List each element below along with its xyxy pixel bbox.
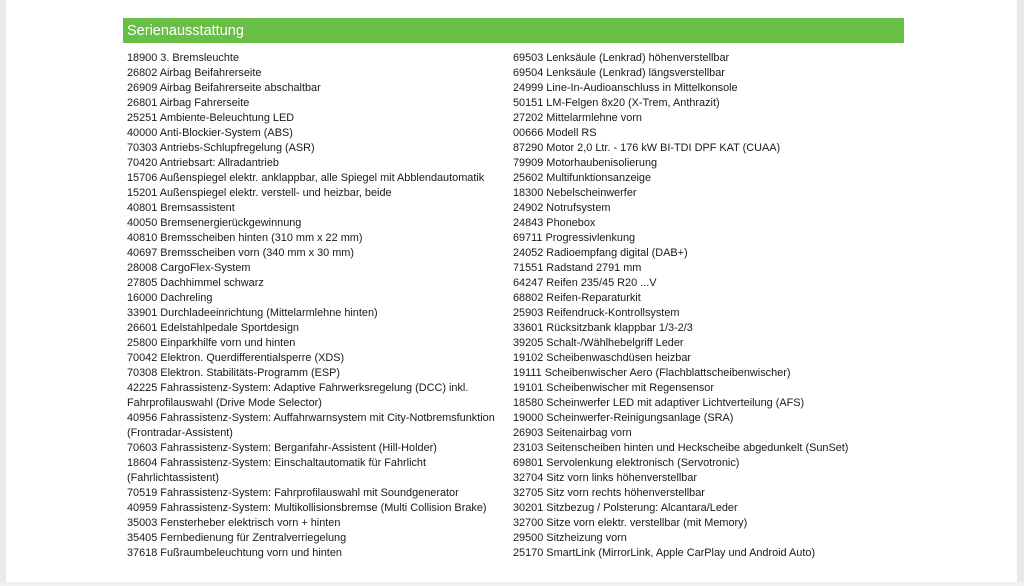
equipment-item: 69801 Servolenkung elektronisch (Servotronic) xyxy=(513,457,740,469)
equipment-item: 64247 Reifen 235/45 R20 ...V xyxy=(513,277,657,289)
equipment-item: 19000 Scheinwerfer-Reinigungsanlage (SRA) xyxy=(513,412,734,424)
equipment-item: 68802 Reifen-Reparaturkit xyxy=(513,292,641,304)
equipment-item: 27202 Mittelarmlehne vorn xyxy=(513,112,642,124)
equipment-item: 18604 Fahrassistenz-System: Einschaltautomatik für Fahrlicht xyxy=(127,457,427,469)
equipment-item: 19111 Scheibenwischer Aero (Flachblattscheibenwischer) xyxy=(513,367,791,379)
equipment-item: 70042 Elektron. Querdifferentialsperre (XDS) xyxy=(127,352,345,364)
equipment-item: 19102 Scheibenwaschdüsen heizbar xyxy=(513,352,692,364)
equipment-item: 33601 Rücksitzbank klappbar 1/3-2/3 xyxy=(513,322,693,334)
equipment-item: 79909 Motorhaubenisolierung xyxy=(513,157,658,169)
equipment-list-left xyxy=(127,51,512,561)
equipment-item: 24843 Phonebox xyxy=(513,217,596,229)
equipment-item: 18580 Scheinwerfer LED mit adaptiver Lichtverteilung (AFS) xyxy=(513,397,805,409)
equipment-item: 25800 Einparkhilfe vorn und hinten xyxy=(127,337,296,349)
equipment-item: 16000 Dachreling xyxy=(127,292,213,304)
equipment-item: 42225 Fahrassistenz-System: Adaptive Fahrwerksregelung (DCC) inkl. xyxy=(127,382,469,394)
equipment-item: 25170 SmartLink (MirrorLink, Apple CarPlay und Android Auto) xyxy=(513,547,816,559)
equipment-item: 32705 Sitz vorn rechts höhenverstellbar xyxy=(513,487,705,499)
equipment-item: 87290 Motor 2,0 Ltr. - 176 kW BI-TDI DPF KAT (CUAA) xyxy=(513,142,781,154)
equipment-item: 71551 Radstand 2791 mm xyxy=(513,262,642,274)
equipment-item: 35405 Fernbedienung für Zentralverriegelung xyxy=(127,532,347,544)
equipment-item: 18900 3. Bremsleuchte xyxy=(127,52,240,64)
equipment-item: 70519 Fahrassistenz-System: Fahrprofilauswahl mit Soundgenerator xyxy=(127,487,459,499)
equipment-item: Fahrprofilauswahl (Drive Mode Selector) xyxy=(127,397,322,409)
equipment-item: 27805 Dachhimmel schwarz xyxy=(127,277,264,289)
equipment-item: 00666 Modell RS xyxy=(513,127,597,139)
equipment-item: 28008 CargoFlex-System xyxy=(127,262,251,274)
equipment-item: 25251 Ambiente-Beleuchtung LED xyxy=(127,112,295,124)
equipment-item: 18300 Nebelscheinwerfer xyxy=(513,187,637,199)
equipment-item: 69504 Lenksäule (Lenkrad) längsverstellbar xyxy=(513,67,725,79)
equipment-item: 35003 Fensterheber elektrisch vorn + hinten xyxy=(127,517,341,529)
equipment-item: 26601 Edelstahlpedale Sportdesign xyxy=(127,322,299,334)
equipment-item: 29500 Sitzheizung vorn xyxy=(513,532,627,544)
section-header-serienausstattung: Serienausstattung xyxy=(123,18,904,43)
page-edge-left xyxy=(0,0,6,586)
equipment-item: 19101 Scheibenwischer mit Regensensor xyxy=(513,382,714,394)
equipment-item: 70303 Antriebs-Schlupfregelung (ASR) xyxy=(127,142,315,154)
equipment-item: 26909 Airbag Beifahrerseite abschaltbar xyxy=(127,82,321,94)
equipment-item: 50151 LM-Felgen 8x20 (X-Trem, Anthrazit) xyxy=(513,97,720,109)
equipment-item: 30201 Sitzbezug / Polsterung: Alcantara/Leder xyxy=(513,502,738,514)
equipment-item: 40959 Fahrassistenz-System: Multikollisionsbremse (Multi Collision Brake) xyxy=(127,502,487,514)
equipment-item: 32700 Sitze vorn elektr. verstellbar (mit Memory) xyxy=(513,517,748,529)
equipment-item: 40697 Bremsscheiben vorn (340 mm x 30 mm) xyxy=(127,247,354,259)
equipment-item: 70603 Fahrassistenz-System: Berganfahr-Assistent (Hill-Holder) xyxy=(127,442,437,454)
equipment-item: 32704 Sitz vorn links höhenverstellbar xyxy=(513,472,698,484)
equipment-item: 24902 Notrufsystem xyxy=(513,202,611,214)
equipment-item: 23103 Seitenscheiben hinten und Heckscheibe abgedunkelt (SunSet) xyxy=(513,442,849,454)
equipment-item: 26802 Airbag Beifahrerseite xyxy=(127,67,262,79)
equipment-item: 26903 Seitenairbag vorn xyxy=(513,427,632,439)
equipment-item: (Frontradar-Assistent) xyxy=(127,427,233,439)
page-edge-bottom xyxy=(0,582,1024,586)
equipment-item: 69711 Progressivlenkung xyxy=(513,232,636,244)
equipment-item: 25903 Reifendruck-Kontrollsystem xyxy=(513,307,680,319)
equipment-item: 37618 Fußraumbeleuchtung vorn und hinten xyxy=(127,547,342,559)
equipment-item: 40050 Bremsenergierückgewinnung xyxy=(127,217,302,229)
equipment-item: (Fahrlichtassistent) xyxy=(127,472,219,484)
equipment-item: 70308 Elektron. Stabilitäts-Programm (ESP) xyxy=(127,367,341,379)
equipment-item: 15201 Außenspiegel elektr. verstell- und heizbar, beide xyxy=(127,187,392,199)
equipment-item: 40000 Anti-Blockier-System (ABS) xyxy=(127,127,293,139)
equipment-item: 26801 Airbag Fahrerseite xyxy=(127,97,250,109)
equipment-item: 24999 Line-In-Audioanschluss in Mittelkonsole xyxy=(513,82,738,94)
equipment-item: 39205 Schalt-/Wählhebelgriff Leder xyxy=(513,337,684,349)
equipment-item: 25602 Multifunktionsanzeige xyxy=(513,172,652,184)
equipment-item: 15706 Außenspiegel elektr. anklappbar, alle Spiegel mit Abblendautomatik xyxy=(127,172,485,184)
equipment-list-right xyxy=(513,51,903,561)
equipment-item: 69503 Lenksäule (Lenkrad) höhenverstellbar xyxy=(513,52,730,64)
equipment-item: 33901 Durchladeeinrichtung (Mittelarmlehne hinten) xyxy=(127,307,378,319)
equipment-item: 70420 Antriebsart: Allradantrieb xyxy=(127,157,279,169)
equipment-item: 40956 Fahrassistenz-System: Auffahrwarnsystem mit City-Notbremsfunktion xyxy=(127,412,495,424)
equipment-item: 40810 Bremsscheiben hinten (310 mm x 22 mm) xyxy=(127,232,363,244)
equipment-item: 24052 Radioempfang digital (DAB+) xyxy=(513,247,688,259)
page-edge-right xyxy=(1017,0,1024,586)
equipment-item: 40801 Bremsassistent xyxy=(127,202,235,214)
